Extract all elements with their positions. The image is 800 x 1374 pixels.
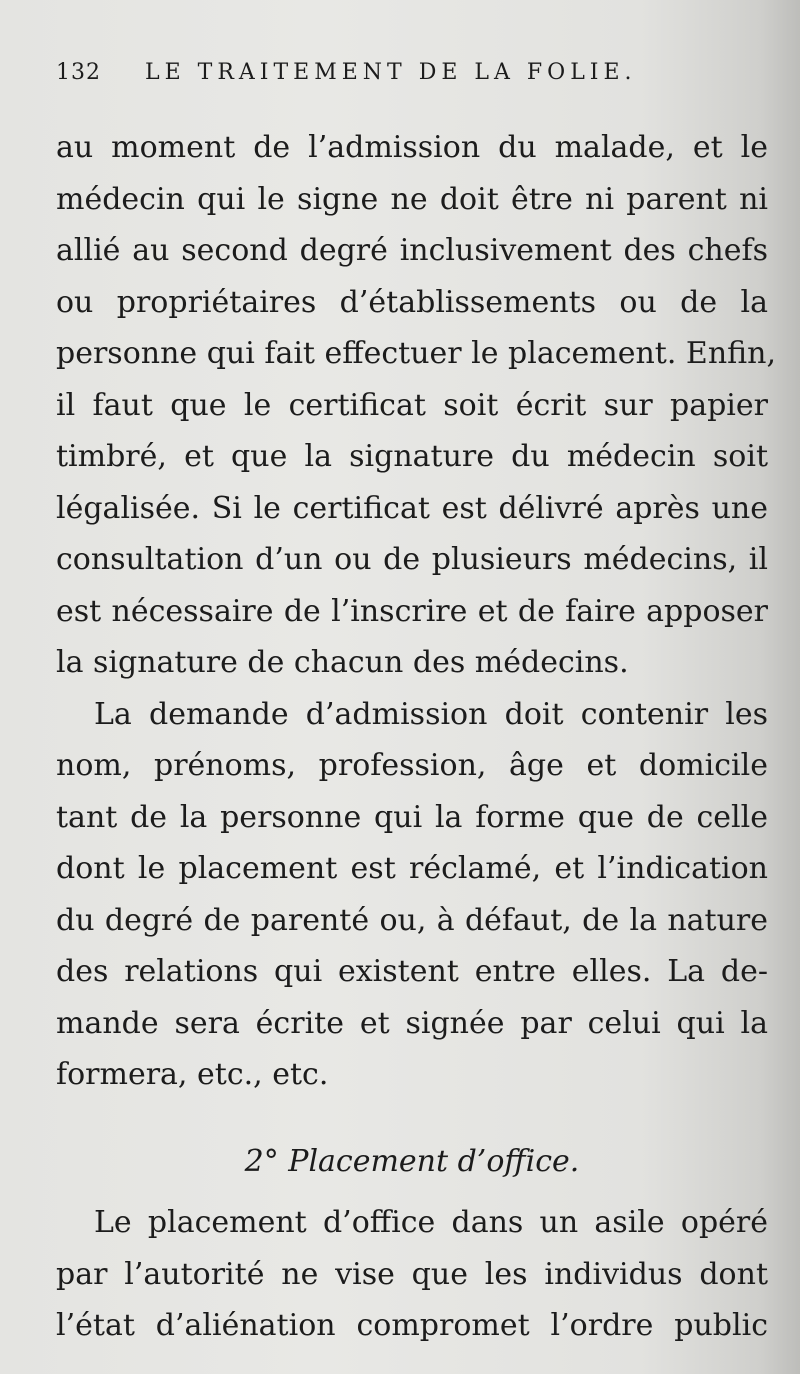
text-line: nom, prénoms, profession, âge et domicile bbox=[56, 748, 768, 783]
paragraph-2 bbox=[56, 689, 768, 1101]
text-line: personne qui fait effectuer le placement. Enfin, bbox=[56, 336, 777, 371]
page-number: 132 bbox=[56, 59, 101, 85]
text-line: mande sera écrite et signée par celui qui la bbox=[56, 1005, 768, 1041]
text-line: consultation d’un ou de plusieurs médecins, il bbox=[56, 542, 768, 577]
text-line: la signature de chacun des médecins. bbox=[56, 645, 629, 680]
text-line: l’état d’aliénation compromet l’ordre public bbox=[56, 1308, 768, 1343]
section-heading: 2° Placement d’office. bbox=[244, 1143, 580, 1179]
text-line: des relations qui existent entre elles. La de- bbox=[56, 954, 768, 989]
page-header bbox=[56, 52, 760, 92]
text-line: ou propriétaires d’établissements ou de la bbox=[56, 284, 768, 320]
paragraph-3 bbox=[56, 1197, 768, 1352]
text-line: par l’autorité ne vise que les individus dont bbox=[56, 1256, 768, 1292]
text-line: allié au second degré inclusivement des chefs bbox=[56, 233, 768, 268]
text-line: tant de la personne qui la forme que de celle bbox=[56, 799, 768, 835]
paragraph-1 bbox=[56, 122, 777, 689]
text-line: du degré de parenté ou, à défaut, de la nature bbox=[56, 902, 768, 938]
text-line: dont le placement est réclamé, et l’indication bbox=[56, 851, 768, 886]
text-line: au moment de l’admission du malade, et le bbox=[56, 130, 768, 165]
running-title: LE TRAITEMENT DE LA FOLIE. bbox=[145, 59, 637, 85]
text-line: il faut que le certificat soit écrit sur papier bbox=[56, 387, 768, 423]
text-line: légalisée. Si le certificat est délivré après une bbox=[56, 490, 768, 526]
text-line: Le placement d’office dans un asile opéré bbox=[94, 1205, 768, 1240]
text-line: formera, etc., etc. bbox=[56, 1057, 329, 1092]
text-line: timbré, et que la signature du médecin soit bbox=[56, 439, 768, 474]
page-body bbox=[56, 122, 777, 1352]
text-line: médecin qui le signe ne doit être ni parent ni bbox=[56, 181, 768, 217]
text-line: La demande d’admission doit contenir les bbox=[94, 696, 768, 732]
text-line: est nécessaire de l’inscrire et de faire apposer bbox=[56, 593, 768, 629]
